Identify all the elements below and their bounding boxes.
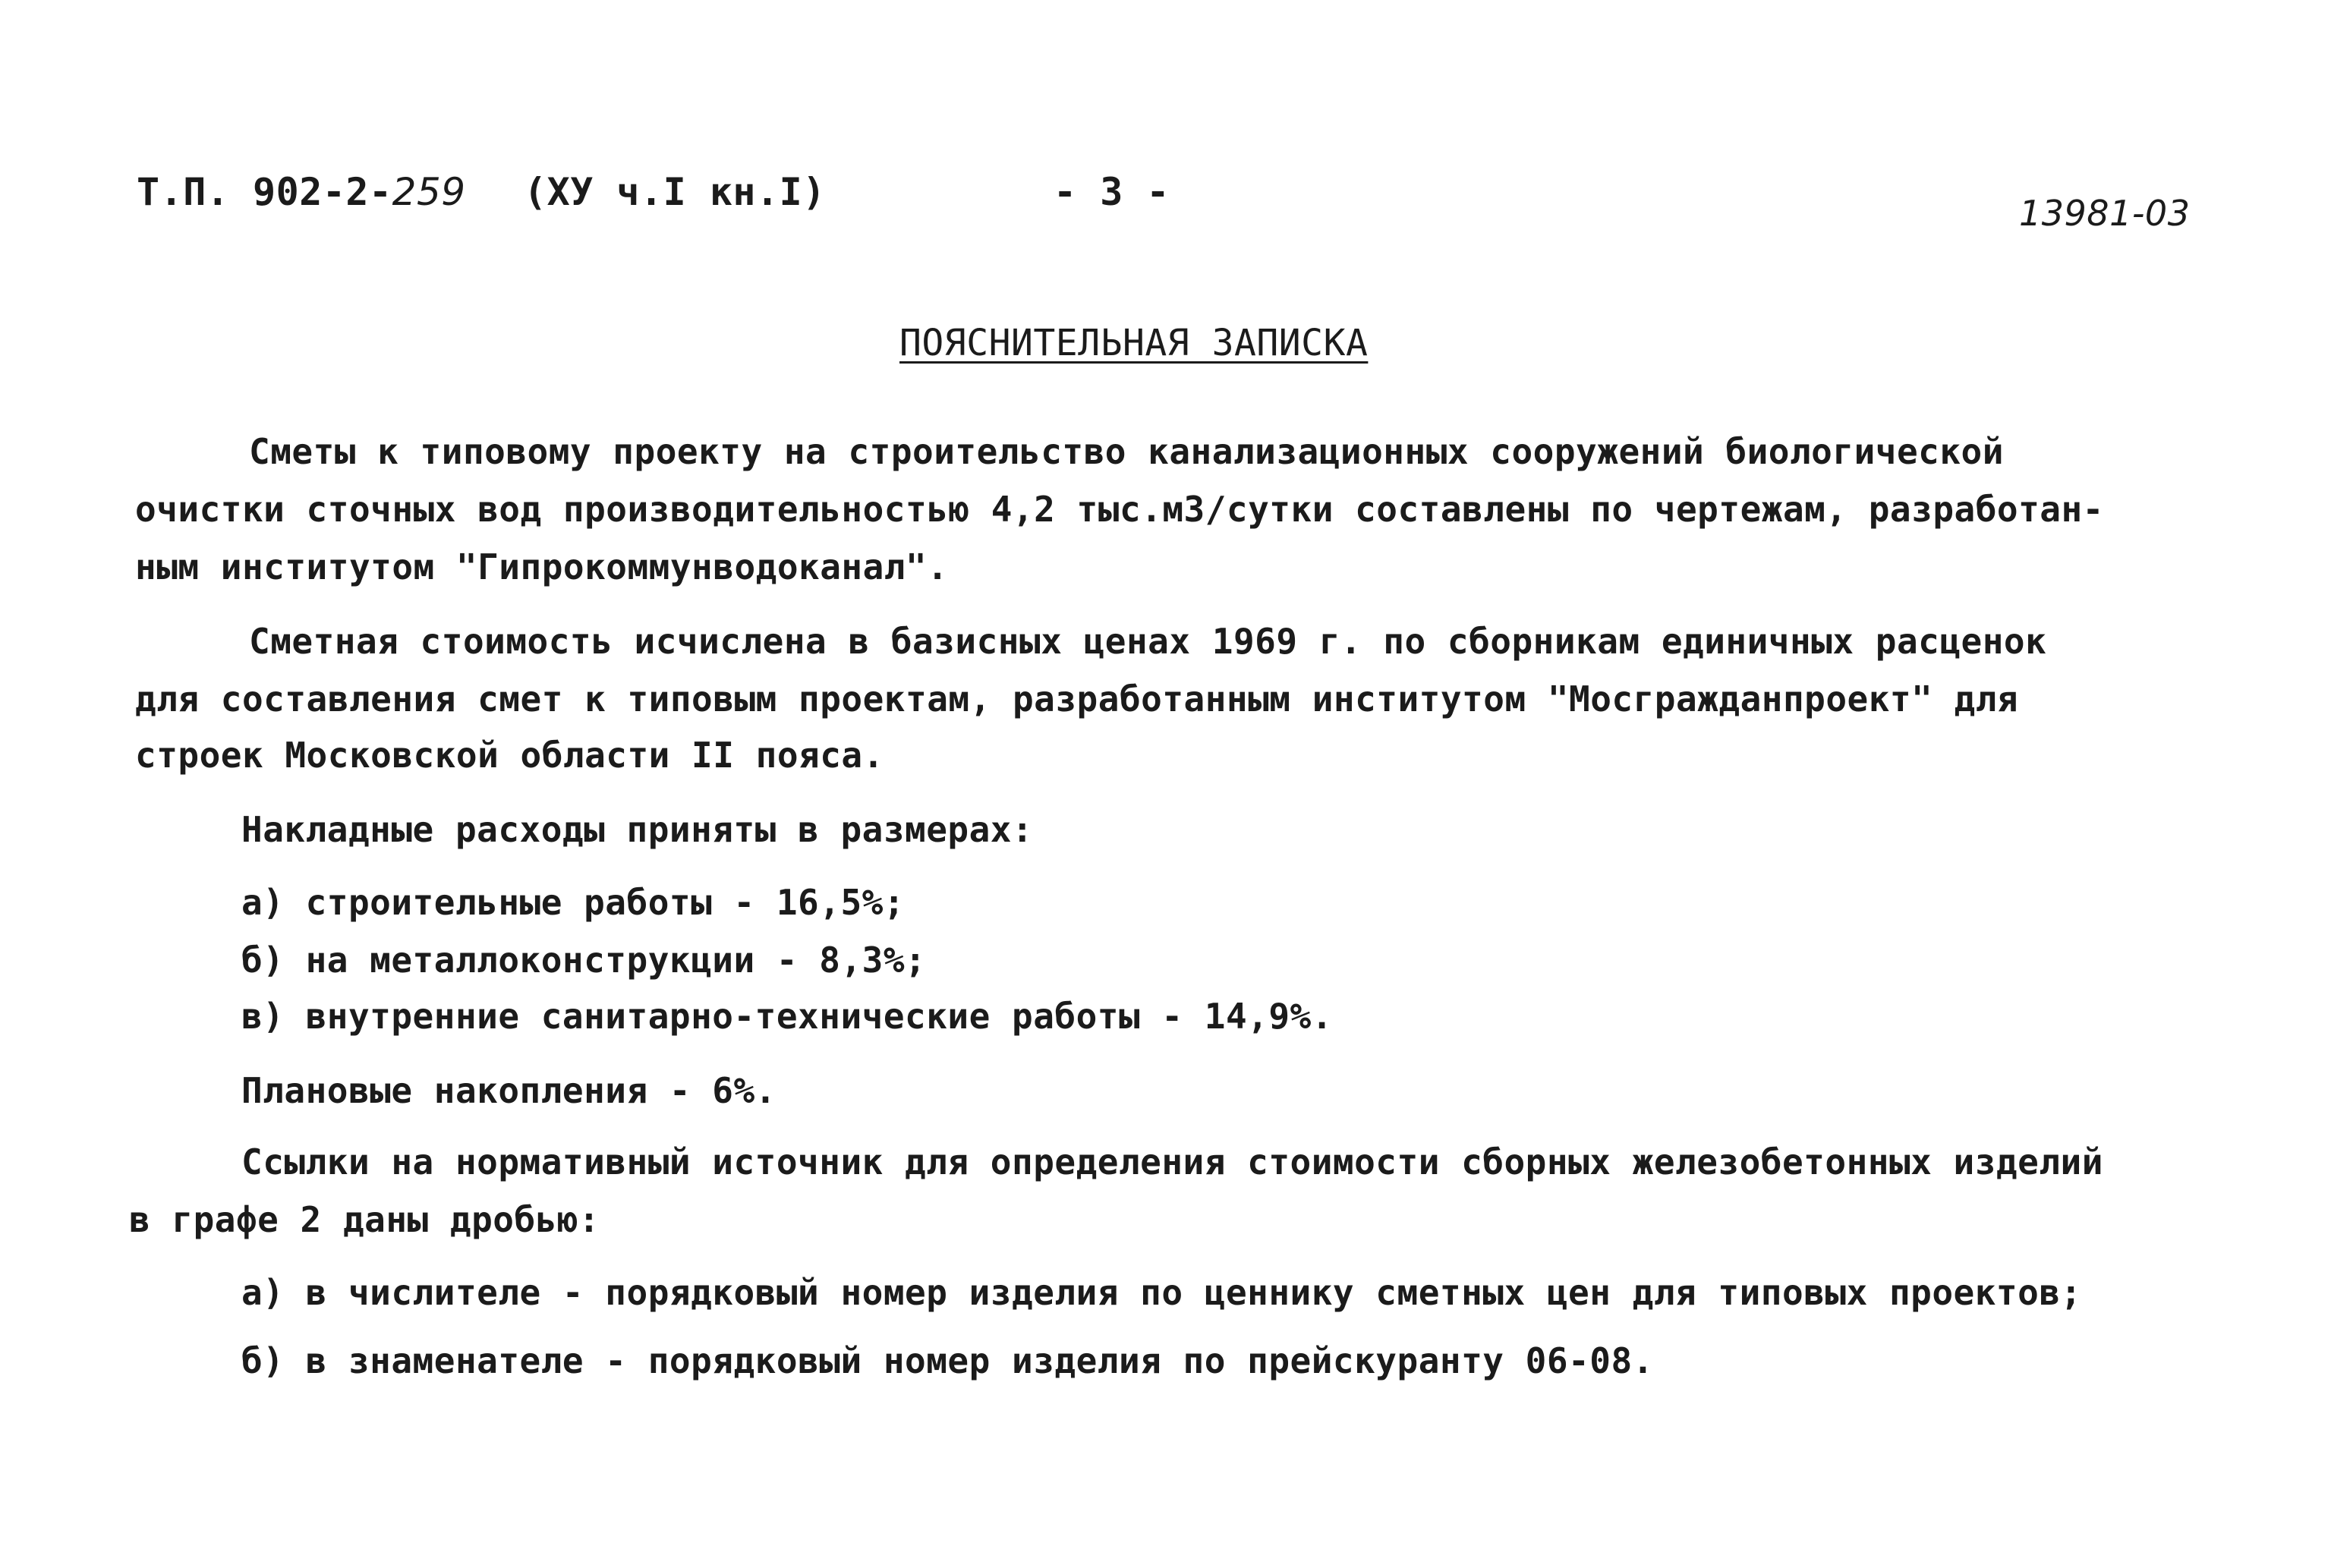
references-item-a: а) в числителе - порядковый номер изделия по ценнику сметных цен для типовых проектов;: [241, 1272, 2082, 1313]
references-line-1: Ссылки на нормативный источник для определения стоимости сборных железобетонных изделий: [241, 1141, 2103, 1182]
references-item-b: б) в знаменателе - порядковый номер изделия по прейскуранту 06-08.: [241, 1340, 1654, 1381]
planned-accumulations: Плановые накопления - 6%.: [241, 1070, 776, 1111]
header-page-number: - 3 -: [1054, 170, 1170, 214]
project-code-prefix: Т.П. 902-2-: [137, 170, 392, 214]
document-title: ПОЯСНИТЕЛЬНАЯ ЗАПИСКА: [899, 322, 1369, 364]
overhead-item-b: б) на металлоконструкции - 8,3%;: [241, 940, 927, 981]
header-volume: (ХУ ч.I кн.I): [524, 170, 826, 214]
paragraph-2-line-3: строек Московской области II пояса.: [135, 735, 884, 776]
header-project-code: [137, 170, 466, 214]
project-code-handwritten: 259: [392, 170, 466, 214]
paragraph-1-line-1: Сметы к типовому проекту на строительство канализационных сооружений биологической: [249, 431, 2004, 472]
paragraph-2-line-2: для составления смет к типовым проектам, разработанным институтом "Мосгражданпроект" для: [135, 679, 2019, 719]
references-line-2: в графе 2 даны дробью:: [129, 1199, 600, 1240]
paragraph-2-line-1: Сметная стоимость исчислена в базисных ценах 1969 г. по сборникам единичных расценок: [249, 621, 2047, 662]
overhead-intro: Накладные расходы приняты в размерах:: [241, 809, 1034, 850]
paragraph-1-line-2: очистки сточных вод производительностью 4,2 тыс.м3/сутки составлены по чертежам, разработан-: [135, 489, 2104, 530]
archive-number: 13981-03: [2019, 193, 2191, 234]
overhead-item-c: в) внутренние санитарно-технические работы - 14,9%.: [241, 996, 1333, 1037]
paragraph-1-line-3: ным институтом "Гипрокоммунводоканал".: [135, 546, 949, 587]
overhead-item-a: а) строительные работы - 16,5%;: [241, 882, 906, 923]
